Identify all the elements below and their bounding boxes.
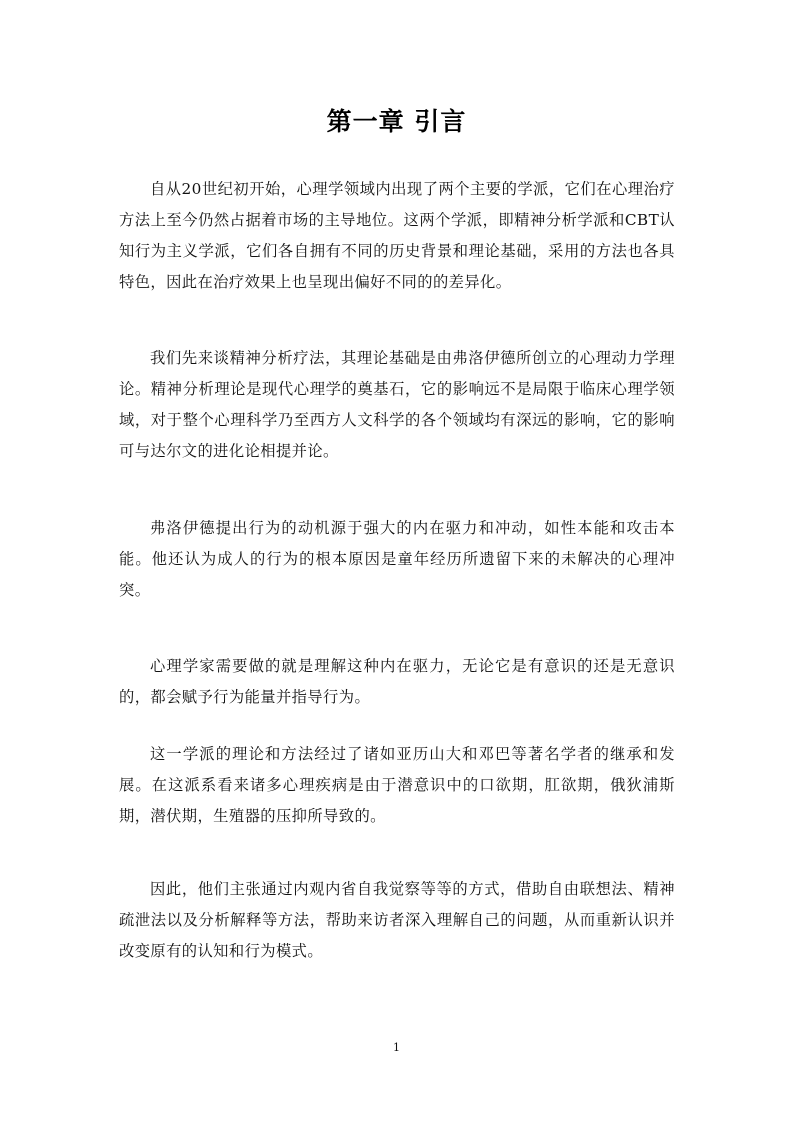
paragraph: 心理学家需要做的就是理解这种内在驱力，无论它是有意识的还是无意识的，都会赋予行为能量并指导行为。 [119,657,675,706]
paragraph: 弗洛伊德提出行为的动机源于强大的内在驱力和冲动，如性本能和攻击本能。他还认为成人的行为的根本原因是童年经历所遗留下来的未解决的心理冲突。 [119,519,675,599]
chapter-title: 第一章 引言 [326,107,467,136]
page-number: 1 [393,1041,400,1054]
paragraph: 自从20世纪初开始，心理学领域内出现了两个主要的学派，它们在心理治疗方法上至今仍然占据着市场的主导地位。这两个学派，即精神分析学派和CBT认知行为主义学派，它们各自拥有不同的历史背景和理论基础，采用的方法也各具特色，因此在治疗效果上也呈现出偏好不同的的差异化。 [119,180,675,291]
paragraph: 我们先来谈精神分析疗法，其理论基础是由弗洛伊德所创立的心理动力学理论。精神分析理论是现代心理学的奠基石，它的影响远不是局限于临床心理学领域，对于整个心理科学乃至西方人文科学的各个领域均有深远的影响，它的影响可与达尔文的进化论相提并论。 [119,349,675,460]
paragraph: 因此，他们主张通过内观内省自我觉察等等的方式，借助自由联想法、精神疏泄法以及分析解释等方法，帮助来访者深入理解自己的问题，从而重新认识并改变原有的认知和行为模式。 [119,880,675,960]
paragraph: 这一学派的理论和方法经过了诸如亚历山大和邓巴等著名学者的继承和发展。在这派系看来诸多心理疾病是由于潜意识中的口欲期，肛欲期，俄狄浦斯期，潜伏期，生殖器的压抑所导致的。 [119,745,675,825]
